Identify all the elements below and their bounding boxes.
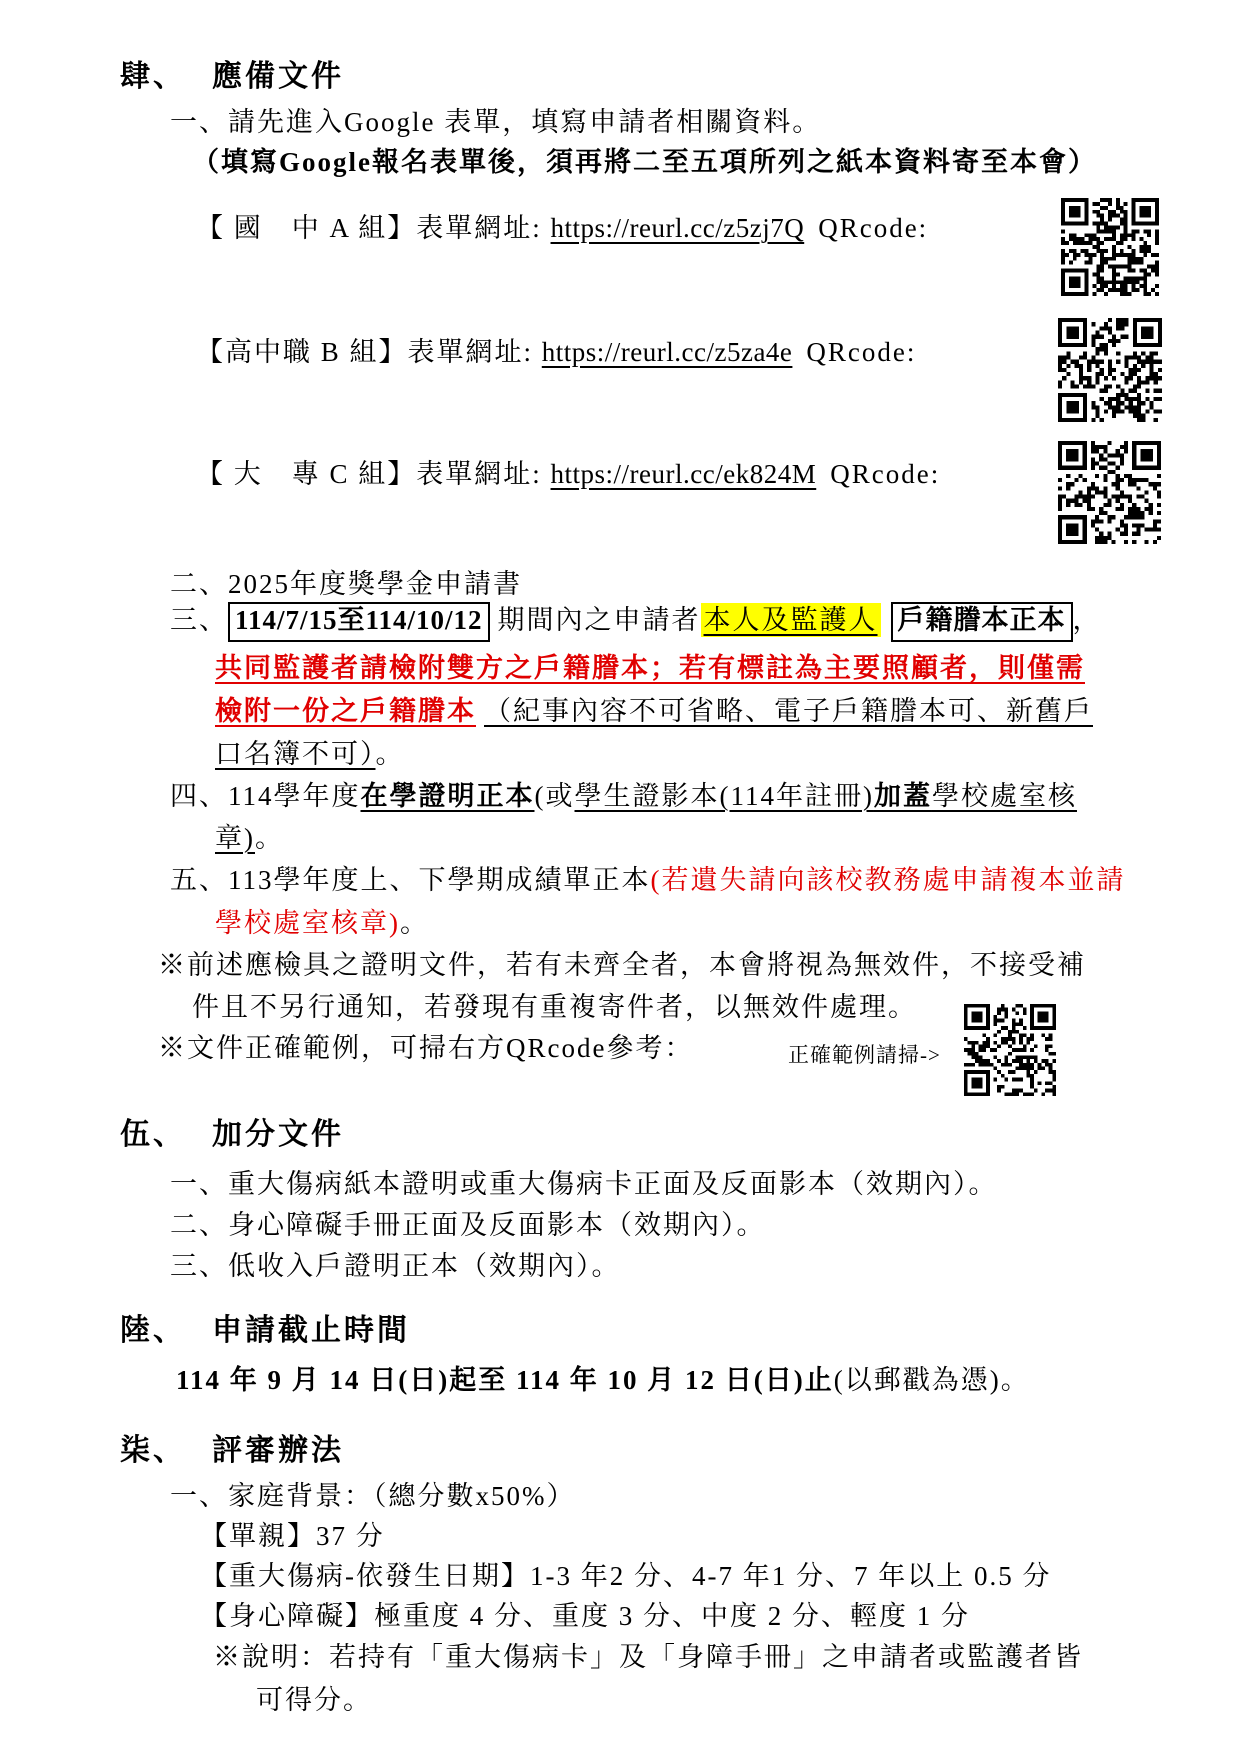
group-a-label: 【 國 中 A 組】 xyxy=(196,213,417,243)
section7-note-line1: ※說明：若持有「重大傷病卡」及「身障手冊」之申請者或監護者皆 xyxy=(213,1642,1083,1672)
section7-number: 柒、 xyxy=(120,1434,186,1467)
form-url-caption-b: 表單網址: xyxy=(407,337,534,367)
section4-item2: 二、2025年度獎學金申請書 xyxy=(170,569,522,599)
section4-note: （填寫Google報名表單後，須再將二至五項所列之紙本資料寄至本會） xyxy=(192,147,1097,177)
item3-mid-text: 期間內之申請者 xyxy=(497,605,701,635)
item3-number: 三、 xyxy=(170,605,228,635)
item4-line2-period: 。 xyxy=(255,823,284,853)
item3-highlight-text: 本人及監護人 xyxy=(701,603,881,637)
section4-item3-line3 xyxy=(215,695,1093,729)
qr-code-group-c xyxy=(1058,441,1161,544)
section5-item1: 一、重大傷病紙本證明或重大傷病卡正面及反面影本（效期內）。 xyxy=(170,1169,998,1199)
item4-enrollment-proof: 在學證明正本 xyxy=(360,781,535,811)
section4-item4-line1 xyxy=(170,780,1077,814)
qrcode-caption-c: QRcode: xyxy=(830,459,941,489)
item3-comma: ， xyxy=(1072,605,1102,635)
item3-paren-note-end: 口名簿不可） xyxy=(215,739,376,769)
section4-number: 肆、 xyxy=(120,60,186,93)
scan-hint-label: 正確範例請掃-> xyxy=(788,1043,941,1067)
section5-number: 伍、 xyxy=(120,1118,186,1151)
item4-office-seal: 學校處室核 xyxy=(931,781,1077,811)
section6-deadline xyxy=(176,1364,1030,1398)
section7-major-illness-score: 【重大傷病-依發生日期】1-3 年2 分、4-7 年1 分、7 年以上 0.5 分 xyxy=(200,1561,1052,1591)
item5-text: 113學年度上、下學期成績單正本 xyxy=(228,865,651,895)
deadline-postmark-note: (以郵戳為憑)。 xyxy=(833,1365,1030,1395)
item3-red-line2: 檢附一份之戶籍謄本 xyxy=(215,696,476,726)
item3-paren-note: （紀事內容不可省略、電子戶籍謄本可、新舊戶 xyxy=(484,696,1093,726)
section7-single-parent-score: 【單親】37 分 xyxy=(200,1521,385,1551)
item5-period: 。 xyxy=(400,908,429,938)
section4-item5-line2 xyxy=(215,907,429,941)
form-row-group-b xyxy=(196,336,916,370)
section4-note2: ※文件正確範例，可掃右方QRcode參考： xyxy=(158,1033,694,1063)
deadline-dates: 114 年 9 月 14 日(日)起至 114 年 10 月 12 日(日)止 xyxy=(176,1365,834,1395)
section4-item4-line2 xyxy=(215,822,284,856)
item3-period: 。 xyxy=(375,739,405,769)
section6-heading xyxy=(120,1312,410,1350)
section5-heading xyxy=(120,1116,344,1154)
item4-line2-underlined: 章) xyxy=(215,823,255,853)
item5-red-note-end: 學校處室核章) xyxy=(215,908,400,938)
item4-number: 四、 xyxy=(170,781,228,811)
qrcode-caption-a: QRcode: xyxy=(818,213,929,243)
section4-item5-line1 xyxy=(170,864,1126,898)
group-b-label: 【高中職 B 組】 xyxy=(196,337,408,367)
section4-heading xyxy=(120,58,344,96)
item5-number: 五、 xyxy=(170,865,228,895)
item3-doc-box: 戶籍謄本正本 xyxy=(891,602,1073,642)
section4-item3-red-line1: 共同監護者請檢附雙方之戶籍謄本；若有標註為主要照顧者，則僅需 xyxy=(215,653,1085,683)
section7-heading xyxy=(120,1432,344,1470)
form-url-caption-c: 表單網址: xyxy=(416,459,542,489)
form-row-group-a xyxy=(196,212,928,246)
item4-student-id-copy: 學生證影本(114年註冊) xyxy=(574,781,874,811)
form-row-group-c xyxy=(196,458,940,492)
section4-note1-line1: ※前述應檢具之證明文件，若有未齊全者，本會將視為無效件，不接受補 xyxy=(158,950,1086,980)
form-url-group-c[interactable]: https://reurl.cc/ek824M xyxy=(550,459,817,489)
section4-note1-line2: 件且不另行通知，若發現有重複寄件者，以無效件處理。 xyxy=(192,992,917,1022)
item5-red-note: (若遺失請向該校教務處申請複本並請 xyxy=(650,865,1126,895)
section6-title: 申請截止時間 xyxy=(212,1314,410,1347)
section4-item3-line1 xyxy=(170,602,1102,642)
item4-stamp-bold: 加蓋 xyxy=(873,781,932,811)
section5-item3: 三、低收入戶證明正本（效期內）。 xyxy=(170,1251,621,1281)
group-c-label: 【 大 專 C 組】 xyxy=(196,459,417,489)
section6-number: 陸、 xyxy=(120,1314,186,1347)
section7-disability-score: 【身心障礙】極重度 4 分、重度 3 分、中度 2 分、輕度 1 分 xyxy=(200,1601,970,1631)
form-url-caption-a: 表單網址: xyxy=(416,213,542,243)
section4-title: 應備文件 xyxy=(212,60,344,93)
section7-note-line2: 可得分。 xyxy=(256,1685,372,1715)
item4-or: (或 xyxy=(534,781,575,811)
form-url-group-b[interactable]: https://reurl.cc/z5za4e xyxy=(541,337,793,367)
qr-code-group-a xyxy=(1061,198,1159,296)
qr-code-group-b xyxy=(1058,318,1162,422)
section4-step1: 一、請先進入Google 表單，填寫申請者相關資料。 xyxy=(170,107,822,137)
item3-date-range-box: 114/7/15至114/10/12 xyxy=(228,602,490,642)
section4-item3-line4 xyxy=(215,738,405,772)
form-url-group-a[interactable]: https://reurl.cc/z5zj7Q xyxy=(550,213,805,243)
item4-pre: 114學年度 xyxy=(228,781,361,811)
section5-item2: 二、身心障礙手冊正面及反面影本（效期內）。 xyxy=(170,1210,766,1240)
section5-title: 加分文件 xyxy=(212,1118,344,1151)
qr-code-sample xyxy=(964,1004,1056,1096)
qrcode-caption-b: QRcode: xyxy=(806,337,917,367)
section7-item1: 一、家庭背景：（總分數x50%） xyxy=(170,1481,576,1511)
section7-title: 評審辦法 xyxy=(212,1434,344,1467)
